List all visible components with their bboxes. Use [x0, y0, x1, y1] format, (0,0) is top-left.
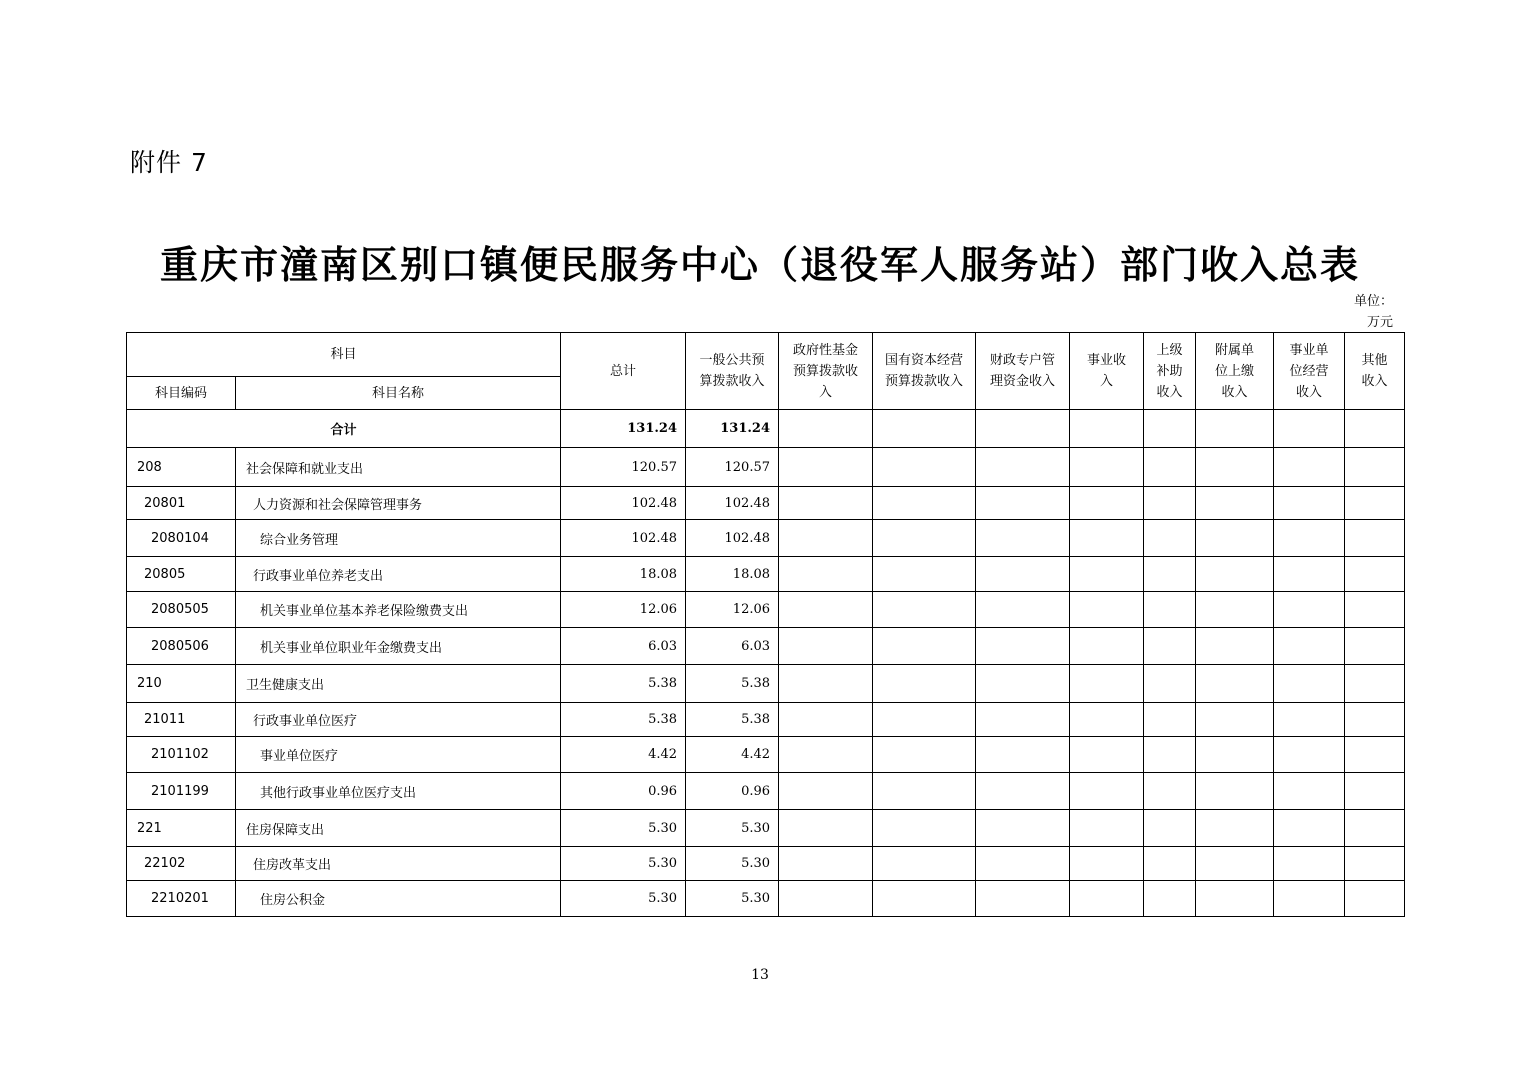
header-gov-fund: 政府性基金预算拨款收入 — [779, 333, 873, 410]
empty-cell — [873, 810, 976, 847]
total-value: 4.42 — [561, 737, 686, 773]
subject-code-cell — [127, 737, 236, 773]
empty-cell — [1196, 810, 1274, 847]
table-row — [127, 773, 1405, 810]
subject-code: 210 — [137, 676, 162, 691]
general-budget-value: 102.48 — [686, 520, 779, 557]
empty-cell — [873, 592, 976, 628]
empty-cell — [1144, 881, 1196, 917]
empty-cell — [1196, 847, 1274, 881]
empty-cell — [976, 737, 1070, 773]
empty-cell — [779, 773, 873, 810]
subject-name: 住房改革支出 — [253, 858, 332, 873]
empty-cell — [1070, 487, 1144, 520]
empty-cell — [873, 665, 976, 703]
empty-cell — [1274, 592, 1345, 628]
subject-name: 社会保障和就业支出 — [246, 461, 364, 477]
header-affiliated: 附属单位上缴收入 — [1196, 333, 1274, 410]
total-value: 6.03 — [561, 628, 686, 665]
subject-name-cell — [236, 487, 561, 520]
general-budget-value: 5.30 — [686, 847, 779, 881]
empty-cell — [1070, 665, 1144, 703]
empty-cell — [976, 520, 1070, 557]
unit-label — [1343, 291, 1393, 333]
empty-cell — [1144, 737, 1196, 773]
empty-cell — [1345, 737, 1405, 773]
subject-name: 人力资源和社会保障管理事务 — [253, 497, 423, 513]
subject-code: 2080505 — [151, 602, 209, 617]
empty-cell — [779, 665, 873, 703]
subject-code-cell — [127, 628, 236, 665]
empty-cell — [873, 628, 976, 665]
general-budget-value: 120.57 — [686, 448, 779, 487]
empty-cell — [1070, 592, 1144, 628]
empty-cell — [1070, 881, 1144, 917]
empty-cell — [1144, 703, 1196, 737]
empty-cell — [873, 520, 976, 557]
total-label: 合计 — [127, 410, 561, 448]
subject-code: 21011 — [144, 712, 186, 727]
empty-cell — [976, 665, 1070, 703]
empty-cell — [779, 592, 873, 628]
empty-cell — [1274, 881, 1345, 917]
header-total: 总计 — [561, 333, 686, 410]
empty-cell — [873, 773, 976, 810]
empty-cell — [976, 703, 1070, 737]
empty-cell — [779, 628, 873, 665]
header-subject-name: 科目名称 — [236, 377, 561, 410]
subject-code-cell — [127, 557, 236, 592]
general-budget-value: 5.30 — [686, 881, 779, 917]
empty-cell — [1345, 487, 1405, 520]
subject-code-cell — [127, 773, 236, 810]
subject-name-cell — [236, 592, 561, 628]
subject-code: 20801 — [144, 495, 186, 511]
table-row — [127, 847, 1405, 881]
table-row — [127, 737, 1405, 773]
subject-code-cell — [127, 665, 236, 703]
empty-cell — [1345, 665, 1405, 703]
empty-cell — [1345, 557, 1405, 592]
empty-cell — [873, 881, 976, 917]
total-value: 5.38 — [561, 665, 686, 703]
subject-code-cell — [127, 448, 236, 487]
total-value: 0.96 — [561, 773, 686, 810]
total-value: 5.30 — [561, 847, 686, 881]
header-subject: 科目 — [127, 333, 561, 377]
subject-name-cell — [236, 448, 561, 487]
subject-name: 机关事业单位基本养老保险缴费支出 — [260, 604, 469, 619]
subject-code: 20805 — [144, 566, 186, 582]
header-state-capital: 国有资本经营预算拨款收入 — [873, 333, 976, 410]
empty-cell — [1070, 810, 1144, 847]
table-row — [127, 520, 1405, 557]
empty-cell — [1070, 773, 1144, 810]
empty-cell — [1274, 628, 1345, 665]
table-row — [127, 810, 1405, 847]
empty-cell — [1196, 773, 1274, 810]
table-row — [127, 592, 1405, 628]
subject-name-cell — [236, 737, 561, 773]
empty-cell — [976, 592, 1070, 628]
empty-cell — [1196, 703, 1274, 737]
total-value: 102.48 — [561, 487, 686, 520]
empty-cell — [873, 737, 976, 773]
empty-cell — [873, 703, 976, 737]
subject-name-cell — [236, 665, 561, 703]
empty-cell — [1274, 448, 1345, 487]
table-row — [127, 557, 1405, 592]
empty-cell — [873, 487, 976, 520]
total-value: 102.48 — [561, 520, 686, 557]
empty-cell — [1070, 520, 1144, 557]
subject-code: 208 — [137, 459, 162, 475]
empty-cell — [873, 557, 976, 592]
empty-cell — [1274, 487, 1345, 520]
empty-cell — [1144, 665, 1196, 703]
empty-cell — [1070, 448, 1144, 487]
general-budget-value: 5.38 — [686, 703, 779, 737]
subject-name-cell — [236, 773, 561, 810]
subject-name-cell — [236, 703, 561, 737]
empty-cell — [1144, 847, 1196, 881]
empty-cell — [1196, 448, 1274, 487]
empty-cell — [1070, 628, 1144, 665]
subject-name-cell — [236, 810, 561, 847]
empty-cell — [1196, 628, 1274, 665]
table-row — [127, 881, 1405, 917]
empty-cell — [1274, 810, 1345, 847]
empty-cell — [1070, 557, 1144, 592]
empty-cell — [1274, 557, 1345, 592]
empty-cell — [976, 448, 1070, 487]
empty-cell — [1345, 847, 1405, 881]
empty-cell — [976, 773, 1070, 810]
table-header — [127, 333, 1405, 410]
subject-name: 行政事业单位养老支出 — [253, 568, 384, 584]
empty-cell — [1274, 520, 1345, 557]
subject-name: 住房保障支出 — [246, 822, 325, 838]
subject-code: 22102 — [144, 856, 186, 871]
empty-cell — [1274, 665, 1345, 703]
total-row — [127, 410, 1405, 448]
subject-code: 2210201 — [151, 891, 209, 906]
subject-code-cell — [127, 520, 236, 557]
empty-cell — [779, 810, 873, 847]
empty-cell — [779, 847, 873, 881]
empty-cell — [976, 557, 1070, 592]
general-budget-value: 102.48 — [686, 487, 779, 520]
empty-cell — [779, 557, 873, 592]
empty-cell — [1196, 520, 1274, 557]
empty-cell — [1274, 703, 1345, 737]
empty-cell — [1274, 847, 1345, 881]
empty-cell — [779, 487, 873, 520]
total-value: 120.57 — [561, 448, 686, 487]
subject-code: 2080104 — [151, 530, 209, 546]
general-budget-value: 4.42 — [686, 737, 779, 773]
empty-cell — [976, 881, 1070, 917]
empty-cell — [779, 703, 873, 737]
subject-code: 2101102 — [151, 747, 209, 762]
empty-cell — [1196, 592, 1274, 628]
empty-cell — [1196, 557, 1274, 592]
total-general-value: 131.24 — [686, 410, 779, 448]
empty-cell — [1144, 592, 1196, 628]
subject-name: 卫生健康支出 — [246, 678, 325, 693]
empty-cell — [1345, 810, 1405, 847]
empty-cell — [1144, 810, 1196, 847]
header-fiscal-special: 财政专户管理资金收入 — [976, 333, 1070, 410]
total-value: 5.30 — [561, 810, 686, 847]
subject-name: 行政事业单位医疗 — [253, 714, 358, 729]
general-budget-value: 6.03 — [686, 628, 779, 665]
total-value: 5.38 — [561, 703, 686, 737]
subject-code: 2101199 — [151, 783, 209, 799]
empty-cell — [1144, 557, 1196, 592]
header-general-budget: 一般公共预算拨款收入 — [686, 333, 779, 410]
empty-cell — [779, 737, 873, 773]
empty-cell — [976, 847, 1070, 881]
subject-name-cell — [236, 557, 561, 592]
empty-cell — [1196, 881, 1274, 917]
table-body — [127, 410, 1405, 917]
page-title: 重庆市潼南区别口镇便民服务中心（退役军人服务站）部门收入总表 — [159, 243, 1360, 287]
subject-code-cell — [127, 592, 236, 628]
subject-code: 2080506 — [151, 638, 209, 654]
header-superior-subsidy: 上级补助收入 — [1144, 333, 1196, 410]
subject-code-cell — [127, 703, 236, 737]
empty-cell — [1274, 737, 1345, 773]
subject-name: 机关事业单位职业年金缴费支出 — [260, 640, 443, 656]
empty-cell — [976, 628, 1070, 665]
unit-line-2: 万元 — [1366, 315, 1393, 330]
subject-name-cell — [236, 847, 561, 881]
total-value: 5.30 — [561, 881, 686, 917]
empty-cell — [1345, 881, 1405, 917]
empty-cell — [873, 448, 976, 487]
income-summary-table — [126, 332, 1405, 917]
empty-cell — [1070, 847, 1144, 881]
subject-name: 其他行政事业单位医疗支出 — [260, 785, 417, 801]
subject-code: 221 — [137, 820, 162, 836]
empty-cell — [1345, 448, 1405, 487]
empty-cell — [1144, 628, 1196, 665]
empty-cell — [1070, 703, 1144, 737]
empty-cell — [1345, 703, 1405, 737]
empty-cell — [1144, 448, 1196, 487]
empty-cell — [1144, 520, 1196, 557]
subject-name-cell — [236, 628, 561, 665]
empty-cell — [1345, 773, 1405, 810]
empty-cell — [1345, 592, 1405, 628]
general-budget-value: 5.30 — [686, 810, 779, 847]
empty-cell — [1196, 737, 1274, 773]
total-total-value: 131.24 — [561, 410, 686, 448]
header-business: 事业收入 — [1070, 333, 1144, 410]
general-budget-value: 0.96 — [686, 773, 779, 810]
empty-cell — [976, 487, 1070, 520]
table-row — [127, 448, 1405, 487]
empty-cell — [779, 520, 873, 557]
empty-cell — [1196, 665, 1274, 703]
subject-name: 事业单位医疗 — [260, 749, 339, 764]
empty-cell — [1070, 737, 1144, 773]
subject-code-cell — [127, 810, 236, 847]
total-value: 18.08 — [561, 557, 686, 592]
subject-name: 住房公积金 — [260, 893, 326, 908]
table-row — [127, 703, 1405, 737]
table-row — [127, 628, 1405, 665]
general-budget-value: 12.06 — [686, 592, 779, 628]
subject-code-cell — [127, 847, 236, 881]
empty-cell — [1196, 487, 1274, 520]
empty-cell — [873, 847, 976, 881]
table-row — [127, 665, 1405, 703]
general-budget-value: 5.38 — [686, 665, 779, 703]
empty-cell — [779, 881, 873, 917]
total-value: 12.06 — [561, 592, 686, 628]
empty-cell — [1345, 628, 1405, 665]
page-number: 13 — [751, 967, 769, 983]
empty-cell — [1345, 520, 1405, 557]
empty-cell — [779, 448, 873, 487]
table-row — [127, 487, 1405, 520]
empty-cell — [1274, 773, 1345, 810]
attachment-label: 附件 7 — [130, 148, 208, 177]
header-subject-code: 科目编码 — [127, 377, 236, 410]
unit-line-1: 单位： — [1353, 294, 1393, 309]
header-other: 其他收入 — [1345, 333, 1405, 410]
subject-code-cell — [127, 487, 236, 520]
empty-cell — [1144, 773, 1196, 810]
subject-name-cell — [236, 520, 561, 557]
empty-cell — [976, 810, 1070, 847]
header-operating: 事业单位经营收入 — [1274, 333, 1345, 410]
subject-name: 综合业务管理 — [260, 532, 339, 548]
empty-cell — [1144, 487, 1196, 520]
general-budget-value: 18.08 — [686, 557, 779, 592]
subject-code-cell — [127, 881, 236, 917]
subject-name-cell — [236, 881, 561, 917]
